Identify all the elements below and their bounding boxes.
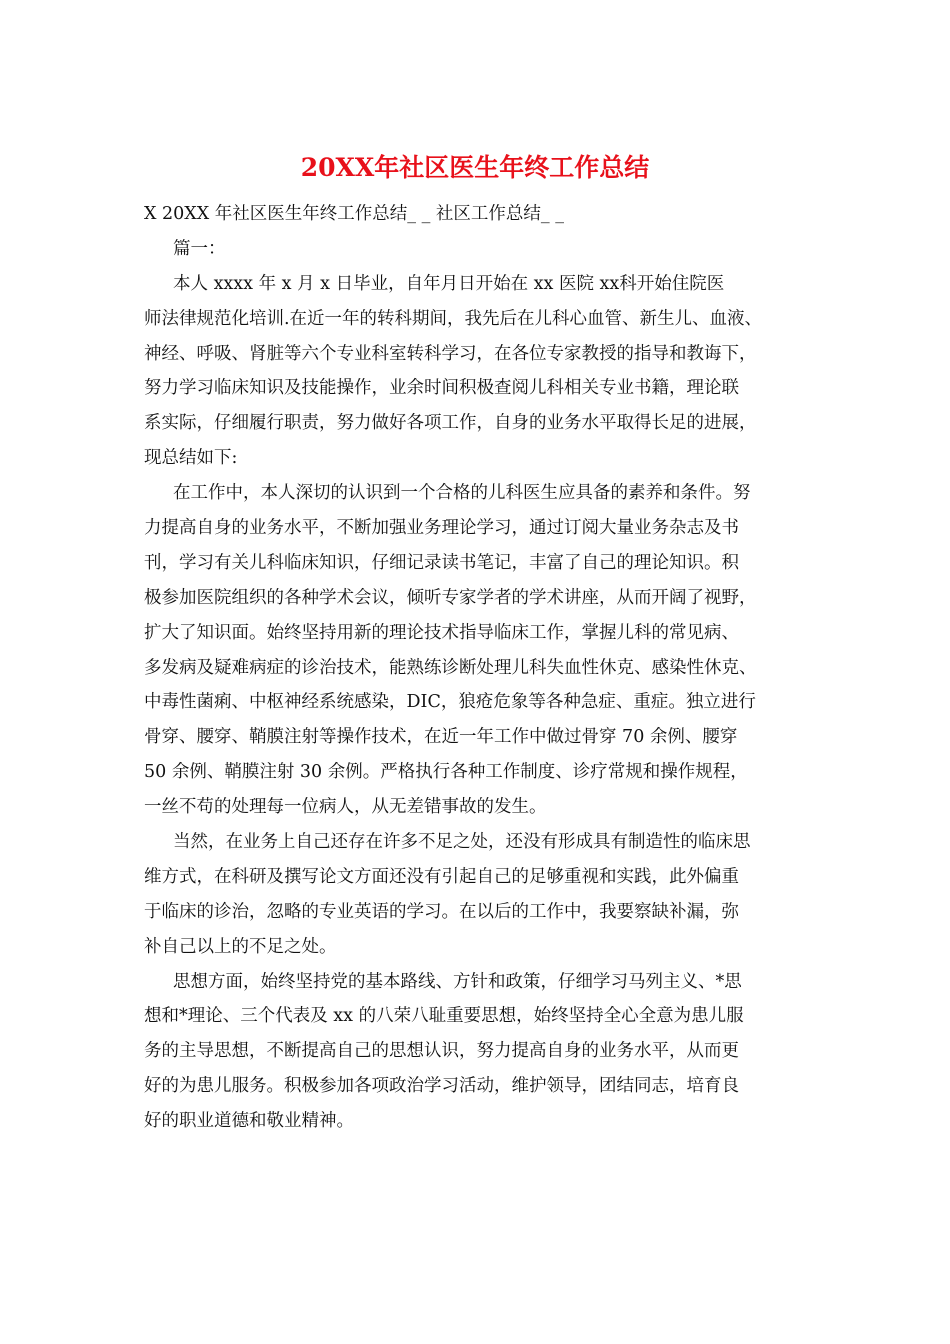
text-line: 现总结如下: [144, 448, 238, 469]
text-line: 极参加医院组织的各种学术会议，倾听专家学者的学术讲座，从而开阔了视野， [144, 587, 757, 608]
text-line: 于临床的诊治，忽略的专业英语的学习。在以后的工作中，我要察缺补漏，弥 [144, 901, 739, 922]
text-line: 本人 xxxx 年 x 月 x 日毕业，自年月日开始在 xx 医院 xx科开始住院医 [173, 273, 725, 294]
text-line: 补自己以上的不足之处。 [144, 936, 337, 957]
text-line: 神经、呼吸、肾脏等六个专业科室转科学习，在各位专家教授的指导和教诲下， [144, 343, 757, 364]
text-line: 骨穿、腰穿、鞘膜注射等操作技术，在近一年工作中做过骨穿 70 余例、腰穿 [144, 727, 738, 748]
text-line: 扩大了知识面。始终坚持用新的理论技术指导临床工作，掌握儿科的常见病、 [144, 622, 739, 643]
document-body [144, 197, 814, 1139]
text-line: 维方式，在科研及撰写论文方面还没有引起自己的足够重视和实践，此外偏重 [144, 866, 739, 887]
text-line: 力提高自身的业务水平，不断加强业务理论学习，通过订阅大量业务杂志及书 [144, 518, 739, 539]
text-line: 50 余例、鞘膜注射 30 余例。严格执行各种工作制度、诊疗常规和操作规程， [144, 762, 748, 783]
text-line: 师法律规范化培训.在近一年的转科期间，我先后在儿科心血管、新生儿、血液、 [144, 308, 763, 329]
text-line: X 20XX 年社区医生年终工作总结_ _ 社区工作总结_ _ [144, 204, 564, 224]
text-line: 中毒性菌痢、中枢神经系统感染，DIC，狼疮危象等各种急症、重症。独立进行 [144, 692, 756, 713]
text-line: 一丝不苟的处理每一位病人，从无差错事故的发生。 [144, 797, 547, 818]
text-line: 多发病及疑难病症的诊治技术，能熟练诊断处理儿科失血性休克、感染性休克、 [144, 657, 757, 678]
text-line: 在工作中，本人深切的认识到一个合格的儿科医生应具备的素养和条件。努 [173, 483, 751, 504]
text-line: 系实际，仔细履行职责，努力做好各项工作，自身的业务水平取得长足的进展， [144, 413, 757, 434]
text-line: 思想方面，始终坚持党的基本路线、方针和政策，仔细学习马列主义、*思 [173, 971, 742, 992]
text-line: 当然，在业务上自己还存在许多不足之处，还没有形成具有制造性的临床思 [173, 832, 751, 853]
text-line: 刊，学习有关儿科临床知识，仔细记录读书笔记，丰富了自己的理论知识。积 [144, 552, 739, 573]
text-line: 好的为患儿服务。积极参加各项政治学习活动，维护领导，团结同志，培育良 [144, 1076, 739, 1097]
document-title: 20XX年社区医生年终工作总结 [300, 153, 650, 182]
text-line: 努力学习临床知识及技能操作，业余时间积极查阅儿科相关专业书籍，理论联 [144, 378, 739, 399]
text-line: 篇一： [173, 238, 226, 259]
text-line: 想和*理论、三个代表及 xx 的八荣八耻重要思想，始终坚持全心全意为患儿服 [144, 1006, 744, 1027]
text-line: 务的主导思想，不断提高自己的思想认识，努力提高自身的业务水平，从而更 [144, 1041, 739, 1062]
text-line: 好的职业道德和敬业精神。 [144, 1111, 354, 1132]
